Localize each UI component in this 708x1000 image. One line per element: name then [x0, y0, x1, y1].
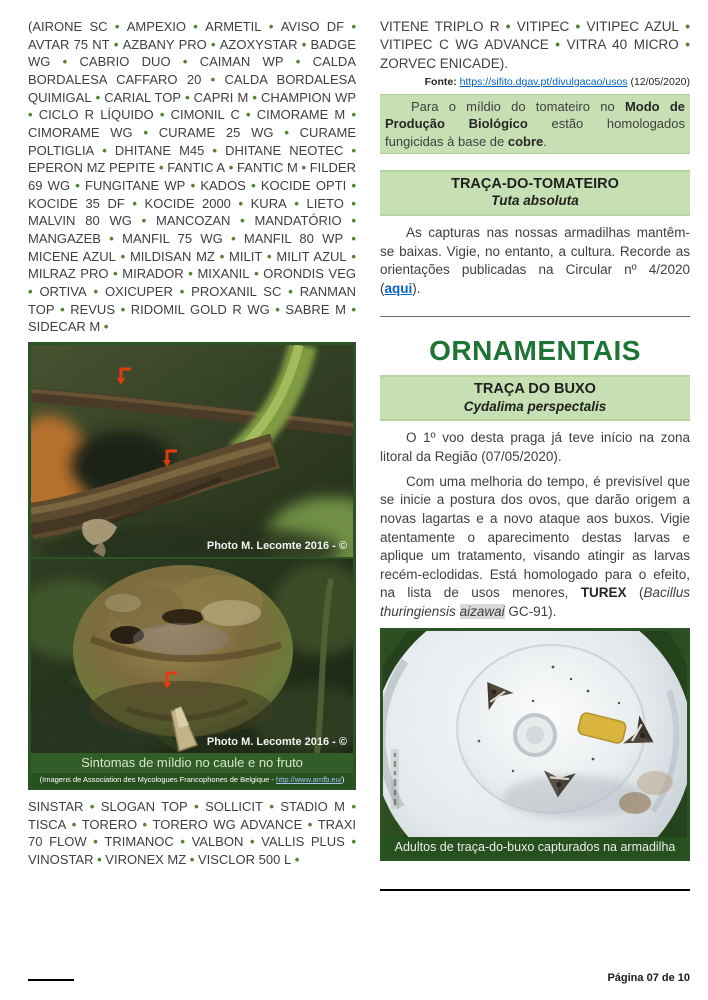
hyperlink[interactable]: aqui: [384, 280, 413, 296]
tomateiro-paragraph: As capturas nas nossas armadilhas mantêm-se baixas. Vigie, no entanto, a cultura. Recorde as orientações publicadas na Circular nº 4/2020 (aqui).: [380, 224, 690, 296]
hyperlink[interactable]: https://sifito.dgav.pt/divulgacao/usos: [459, 76, 628, 89]
photo-credit: Photo M. Lecomte 2016 - ©: [206, 736, 347, 749]
section-header-buxo: [380, 375, 690, 421]
fungicide-list-part2: SINSTAR • SLOGAN TOP • SOLLICIT • STADIO M • TISCA • TORERO • TORERO WG ADVANCE • TRAXI 70 FLOW • TRIMANOC • VALBON • VALLIS PLUS • VINOSTAR • VIRONEX MZ • VISCLOR 500 L •: [28, 799, 357, 868]
buxo-paragraph-1: O 1º voo desta praga já teve início na zona litoral da Região (07/05/2020).: [380, 430, 690, 465]
debris: [619, 792, 651, 814]
section-title: TRAÇA-DO-TOMATEIRO: [451, 175, 619, 192]
mildew-photos-figure: [28, 342, 356, 790]
fungicide-list-part1: (AIRONE SC • AMPEXIO • ARMETIL • AVISO DF • AVTAR 75 NT • AZBANY PRO • AZOXYSTAR • BADGE WG • CABRIO DUO • CAIMAN WP • CALDA BORDALESA CAFFARO 20 • CALDA BORDALESA QUIMIGAL • CARIAL TOP • CAPRI M • CHAMPION WP • CICLO R LÍQUIDO • CIMONIL C • CIMORAME M • CIMORAME WG • CURAME 25 WG • CURAME POLTIGLIA • DHITANE M45 • DHITANE NEOTEC • EPERON MZ PEPITE • FANTIC A • FANTIC M • FILDER 69 WG • FUNGITANE WP • KADOS • KOCIDE OPTI • KOCIDE 35 DF • KOCIDE 2000 • KURA • LIETO • MALVIN 80 WG • MANCOZAN • MANDATÓRIO • MANGAZEB • MANFIL 75 WG • MANFIL 80 WP • MICENE AZUL • MILDISAN MZ • MILIT • MILIT AZUL • MILRAZ PRO • MIRADOR • MIXANIL • ORONDIS VEG • ORTIVA • OXICUPER • PROXANIL SC • RANMAN TOP • REVUS • RIDOMIL GOLD R WG • SABRE M • SIDECAR M •: [28, 19, 357, 335]
moth-trap-photo: [383, 631, 687, 837]
bio-production-note: Para o míldio do tomateiro no Modo de Produção Biológico estão homologados fungicidas à base de cobre.: [380, 94, 690, 154]
vertical-photo-credit: [391, 749, 399, 809]
hyperlink[interactable]: http://www.amfb.eu/: [276, 775, 342, 785]
section-separator: [380, 316, 690, 317]
mildew-fruit-photo: [31, 559, 353, 753]
section-title: TRAÇA DO BUXO: [474, 381, 596, 398]
photos-subcaption: (Imagens de Association des Mycologues Francophones de Belgique - http://www.amfb.eu/): [31, 773, 353, 787]
trap-photo-figure: [380, 628, 690, 861]
section-header-tomateiro: [380, 170, 690, 216]
source-line: Fonte: https://sifito.dgav.pt/divulgacao/usos (12/05/2020): [424, 76, 690, 89]
section-subtitle-latin: Cydalima perspectalis: [463, 398, 607, 414]
ornamentais-heading: ORNAMENTAIS: [429, 335, 641, 367]
photos-caption: Sintomas de míldio no caule e no fruto: [31, 753, 353, 773]
photo-credit: Photo M. Lecomte 2016 - ©: [206, 540, 347, 553]
left-column: [28, 18, 356, 891]
mildew-stem-photo: [31, 345, 353, 557]
right-column: [380, 18, 690, 891]
section-subtitle-latin: Tuta absoluta: [491, 193, 579, 209]
footer-rule: [28, 979, 74, 981]
bottom-rule: [380, 889, 690, 891]
buxo-paragraph-2: Com uma melhoria do tempo, é previsível que se inicie a postura dos ovos, que darão origem a novas lagartas e a novo ataque aos buxos. Vigie atentamente o aparecimento destas larvas e aplique um tratamento, visando atingir as larvas recém-eclodidas. Está homologado para o efeito, na lista de usos menores, TUREX (Bacillus thuringiensis aizawai GC-91).: [380, 473, 690, 620]
page-number: Página 07 de 10: [607, 972, 690, 984]
trap-photo-caption: Adultos de traça-do-buxo capturados na armadilha: [383, 837, 687, 858]
fungicide-list-part3: VITENE TRIPLO R • VITIPEC • VITIPEC AZUL • VITIPEC C WG ADVANCE • VITRA 40 MICRO • ZORVEC ENICADE).: [380, 19, 691, 71]
page-footer: [28, 972, 690, 984]
